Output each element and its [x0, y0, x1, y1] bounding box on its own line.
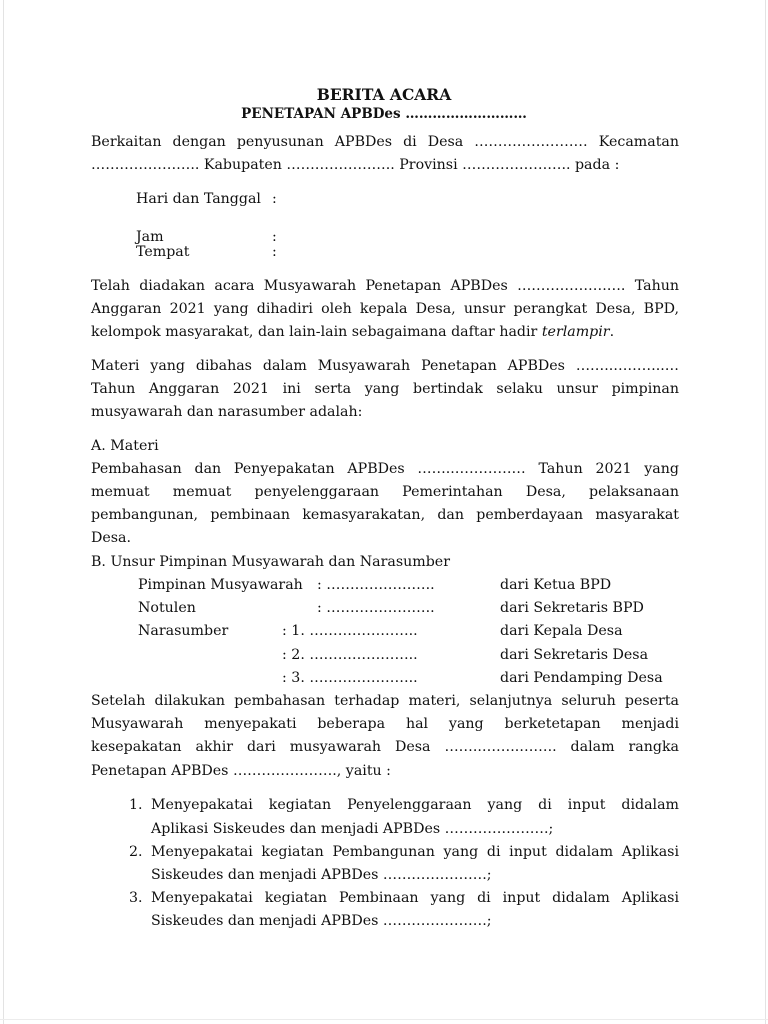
- paragraph-line: Penetapan APBDes …………………., yaitu :: [91, 763, 391, 779]
- paragraph-text: kelompok masyarakat, dan lain-lain sebagaimana daftar hadir: [91, 324, 542, 340]
- field-label-tempat: Tempat: [136, 244, 190, 260]
- paragraph-line: Tahun Anggaran 2021 ini serta yang bertindak selaku unsur pimpinan: [91, 381, 679, 397]
- list-number: 1.: [129, 797, 143, 813]
- page-edge-right: [765, 0, 766, 1024]
- table-row-value: : 1. …………………..: [282, 623, 418, 639]
- table-row-value: : …………………..: [317, 600, 435, 616]
- intro-line: Berkaitan dengan penyusunan APBDes di Desa …………………… Kecamatan: [91, 134, 679, 150]
- list-item-line: Menyepakatai kegiatan Pembangunan yang di input didalam Aplikasi: [151, 844, 679, 860]
- paragraph-line: Musyawarah menyepakati beberapa hal yang berketetapan menjadi: [91, 716, 679, 732]
- paragraph-line: Anggaran 2021 yang dihadiri oleh kepala Desa, unsur perangkat Desa, BPD,: [91, 301, 679, 317]
- paragraph-line: musyawarah dan narasumber adalah:: [91, 404, 363, 420]
- paragraph-line: Telah diadakan acara Musyawarah Penetapan APBDes ……………….…. Tahun: [91, 278, 679, 294]
- table-row-role: dari Sekretaris Desa: [500, 647, 649, 663]
- document-title: BERITA ACARA: [316, 85, 452, 104]
- table-row-role: dari Ketua BPD: [500, 577, 612, 593]
- table-row-role: dari Kepala Desa: [500, 623, 623, 639]
- list-item-line: Menyepakatai kegiatan Penyelenggaraan yang di input didalam: [151, 797, 679, 813]
- paragraph-line: Materi yang dibahas dalam Musyawarah Penetapan APBDes ……..………..…: [91, 358, 679, 374]
- table-row-label: Pimpinan Musyawarah: [138, 577, 303, 593]
- list-item-line: Siskeudes dan menjadi APBDes ………………….;: [151, 913, 492, 929]
- section-heading-a: A. Materi: [91, 438, 159, 454]
- paragraph-line: Setelah dilakukan pembahasan terhadap materi, selanjutnya seluruh peserta: [91, 693, 679, 709]
- table-row-role: dari Sekretaris BPD: [500, 600, 644, 616]
- table-row-value: : …………………..: [317, 577, 435, 593]
- list-item-line: Aplikasi Siskeudes dan menjadi APBDes ………………….;: [151, 821, 554, 837]
- table-row-role: dari Pendamping Desa: [500, 670, 663, 686]
- paragraph-text: .: [609, 324, 615, 340]
- page-edge-left: [3, 0, 4, 1024]
- section-heading-b: B. Unsur Pimpinan Musyawarah dan Narasumber: [91, 554, 450, 570]
- list-item-line: Menyepakatai kegiatan Pembinaan yang di input didalam Aplikasi: [151, 890, 679, 906]
- paragraph-line: memuat memuat penyelenggaraan Pemerintahan Desa, pelaksanaan: [91, 484, 679, 500]
- paragraph-line: pembangunan, pembinaan kemasyarakatan, dan pemberdayaan masyarakat: [91, 507, 679, 523]
- intro-line: ………………….. Kabupaten ………………….. Provinsi ………………….. pada :: [91, 157, 620, 173]
- paragraph-line: Pembahasan dan Penyepakatan APBDes ……..…………… Tahun 2021 yang: [91, 461, 679, 477]
- field-colon: :: [272, 229, 277, 245]
- page-edge-bottom: [0, 1019, 768, 1020]
- list-item-line: Siskeudes dan menjadi APBDes ………………….;: [151, 867, 492, 883]
- field-colon: :: [272, 244, 277, 260]
- table-row-value: : 2. …………………..: [282, 647, 418, 663]
- document-subtitle: PENETAPAN APBDes ………………………: [241, 106, 527, 122]
- field-label-jam: Jam: [136, 229, 164, 245]
- field-label-hari: Hari dan Tanggal: [136, 191, 261, 207]
- table-row-value: : 3. …………………..: [282, 670, 418, 686]
- italic-text: terlampir: [541, 324, 610, 340]
- list-number: 3.: [129, 890, 143, 906]
- paragraph-line: kesepakatan akhir dari musyawarah Desa ……..……..…….. dalam rangka: [91, 739, 679, 755]
- list-number: 2.: [129, 844, 143, 860]
- table-row-label: Narasumber: [138, 623, 229, 639]
- paragraph-line: Desa.: [91, 530, 132, 546]
- table-row-label: Notulen: [138, 600, 196, 616]
- paragraph-line: [91, 323, 679, 341]
- field-colon: :: [272, 191, 277, 207]
